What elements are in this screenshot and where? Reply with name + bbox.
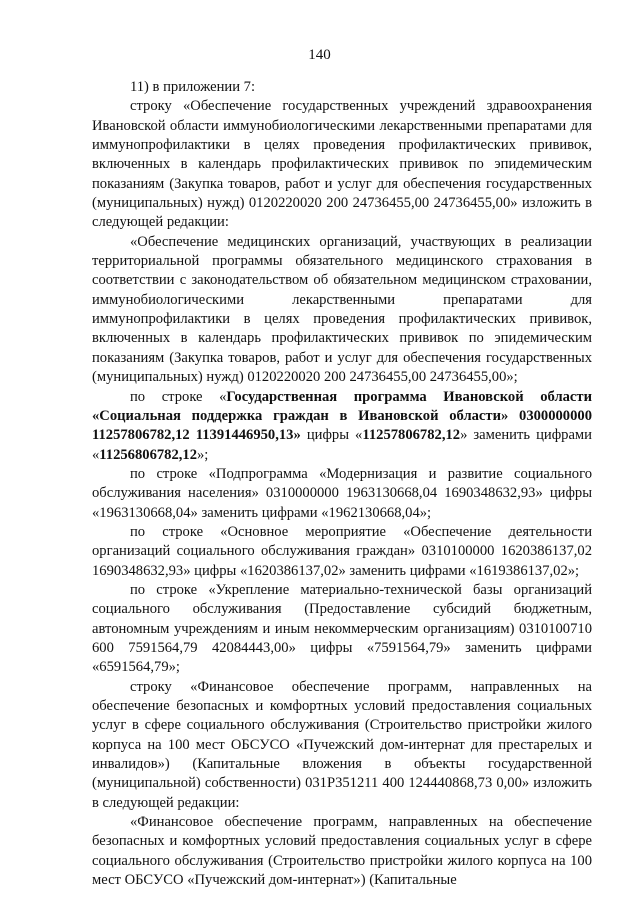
paragraph-subprogram: по строке «Подпрограмма «Модернизация и развитие социального обслуживания населения» 0310000000 1963130668,04 1690348632,93» цифры «1963130668,04» заменить цифрами «1962130668,04»; [92, 465, 592, 521]
text-fragment: цифры « [300, 427, 363, 444]
text-fragment: по строке « [130, 388, 227, 405]
bold-new-figure: 11256806782,12 [99, 446, 197, 463]
text-fragment: » заменить цифрами « [92, 427, 592, 463]
document-body [92, 78, 592, 890]
bold-old-figure: 11257806782,12 [362, 427, 461, 444]
paragraph-financing-row: строку «Финансовое обеспечение программ, направленных на обеспечение безопасных и комфортных условий предоставления социальных услуг в сфере социального обслуживания (Строительство пристройки жилого корпуса на 100 мест ОБСУСО «Пучежский дом-интернат для престарелых и инвалидов») (Капитальные вложения в объекты государственной (муниципальной) собственности) 031P351211 400 124440868,73 0,00» изложить в следующей редакции: [92, 678, 592, 811]
page-number: 140 [308, 47, 331, 63]
paragraph-vaccination-row: строку «Обеспечение государственных учреждений здравоохранения Ивановской области иммунобиологическими лекарственными препаратами для иммунопрофилактики в целях проведения профилактических прививок, включенных в календарь профилактических прививок по эпидемическим показаниям (Закупка товаров, работ и услуг для обеспечения государственных (муниципальных) нужд) 0120220020 200 24736455,00 24736455,00» изложить в следующей редакции: [92, 98, 592, 231]
text-fragment: »; [197, 446, 209, 463]
bold-program-title: Государственная программа Ивановской области «Социальная поддержка граждан в Ивановской области» 0300000000 11257806782,12 11391446950,13» [92, 388, 592, 444]
paragraph-state-program [92, 388, 592, 465]
paragraph-main-activity: по строке «Основное мероприятие «Обеспечение деятельности организаций социального обслуживания граждан» 0310100000 1620386137,02 1690348632,93» цифры «1620386137,02» заменить цифрами «1619386137,02»; [92, 523, 592, 579]
paragraph-item-11: 11) в приложении 7: [130, 79, 256, 95]
paragraph-financing-new: «Финансовое обеспечение программ, направленных на обеспечение безопасных и комфортных условий предоставления социальных услуг в сфере социального обслуживания (Строительство пристройки жилого корпуса на 100 мест ОБСУСО «Пучежский дом-интернат») (Капитальные [92, 814, 592, 889]
paragraph-vaccination-new: «Обеспечение медицинских организаций, участвующих в реализации территориальной программы обязательного медицинского страхования в соответствии с законодательством об обязательном медицинском страховании, иммунобиологическими лекарственными препаратами для иммунопрофилактики в целях проведения профилактических прививок, включенных в календарь профилактических прививок по эпидемическим показаниям (Закупка товаров, работ и услуг для обеспечения государственных (муниципальных) нужд) 0120220020 200 24736455,00 24736455,00»; [92, 233, 592, 386]
paragraph-infrastructure: по строке «Укрепление материально-технической базы организаций социального обслуживания (Предоставление субсидий бюджетным, автономным учреждениям и иным некоммерческим организациям) 0310100710 600 7591564,79 42084443,00» цифры «7591564,79» заменить цифрами «6591564,79»; [92, 581, 592, 676]
